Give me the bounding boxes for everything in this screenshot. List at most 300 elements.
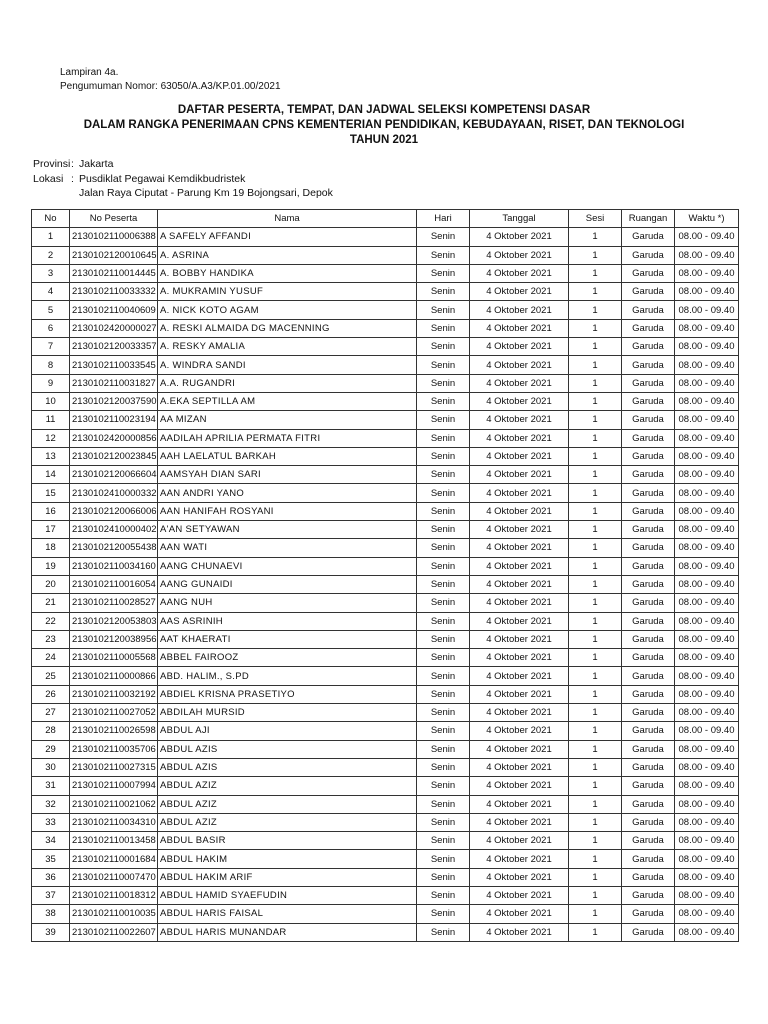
cell-no: 14 [32,466,70,484]
cell-tanggal: 4 Oktober 2021 [470,832,569,850]
cell-no: 13 [32,447,70,465]
cell-sesi: 1 [569,338,622,356]
cell-hari: Senin [417,740,470,758]
cell-no: 4 [32,283,70,301]
cell-no-peserta: 2130102110031827 [70,374,158,392]
cell-hari: Senin [417,649,470,667]
table-row [32,283,739,301]
cell-no-peserta: 2130102110007994 [70,777,158,795]
location-row [33,172,333,187]
cell-ruangan: Garuda [622,319,675,337]
cell-hari: Senin [417,521,470,539]
table-row [32,722,739,740]
cell-nama: AAS ASRINIH [158,612,417,630]
cell-tanggal: 4 Oktober 2021 [470,685,569,703]
cell-ruangan: Garuda [622,392,675,410]
cell-sesi: 1 [569,777,622,795]
cell-sesi: 1 [569,374,622,392]
cell-sesi: 1 [569,246,622,264]
cell-tanggal: 4 Oktober 2021 [470,502,569,520]
cell-sesi: 1 [569,447,622,465]
cell-no-peserta: 2130102110032192 [70,685,158,703]
cell-no-peserta: 2130102110034310 [70,813,158,831]
cell-no: 23 [32,630,70,648]
cell-ruangan: Garuda [622,356,675,374]
cell-no-peserta: 2130102410000332 [70,484,158,502]
cell-nama: ABDUL HARIS FAISAL [158,905,417,923]
cell-waktu: 08.00 - 09.40 [675,319,739,337]
cell-no-peserta: 2130102110035706 [70,740,158,758]
cell-no-peserta: 2130102110016054 [70,575,158,593]
cell-waktu: 08.00 - 09.40 [675,795,739,813]
cell-sesi: 1 [569,740,622,758]
table-row [32,447,739,465]
cell-hari: Senin [417,704,470,722]
cell-tanggal: 4 Oktober 2021 [470,411,569,429]
cell-no: 11 [32,411,70,429]
cell-waktu: 08.00 - 09.40 [675,740,739,758]
cell-no: 27 [32,704,70,722]
cell-ruangan: Garuda [622,521,675,539]
cell-sesi: 1 [569,886,622,904]
cell-no-peserta: 2130102420000027 [70,319,158,337]
cell-no-peserta: 2130102110026598 [70,722,158,740]
table-row [32,392,739,410]
cell-tanggal: 4 Oktober 2021 [470,850,569,868]
cell-no: 1 [32,228,70,246]
table-row [32,832,739,850]
cell-nama: AAT KHAERATI [158,630,417,648]
cell-hari: Senin [417,246,470,264]
cell-no-peserta: 2130102110023194 [70,411,158,429]
cell-sesi: 1 [569,228,622,246]
cell-tanggal: 4 Oktober 2021 [470,704,569,722]
cell-no-peserta: 2130102110013458 [70,832,158,850]
cell-ruangan: Garuda [622,704,675,722]
cell-no-peserta: 2130102120037590 [70,392,158,410]
cell-hari: Senin [417,594,470,612]
cell-waktu: 08.00 - 09.40 [675,630,739,648]
cell-sesi: 1 [569,594,622,612]
table-row [32,868,739,886]
cell-no-peserta: 2130102110018312 [70,886,158,904]
cell-ruangan: Garuda [622,301,675,319]
cell-no-peserta: 2130102110007470 [70,868,158,886]
province-label: Provinsi [33,158,71,170]
cell-no: 37 [32,886,70,904]
table-body [32,228,739,942]
location-block [33,157,333,201]
cell-sesi: 1 [569,283,622,301]
table-row [32,264,739,282]
cell-sesi: 1 [569,649,622,667]
cell-waktu: 08.00 - 09.40 [675,502,739,520]
cell-no: 18 [32,539,70,557]
table-row [32,594,739,612]
cell-sesi: 1 [569,813,622,831]
cell-tanggal: 4 Oktober 2021 [470,319,569,337]
cell-ruangan: Garuda [622,850,675,868]
cell-ruangan: Garuda [622,283,675,301]
cell-tanggal: 4 Oktober 2021 [470,905,569,923]
table-row [32,246,739,264]
cell-nama: A. BOBBY HANDIKA [158,264,417,282]
cell-hari: Senin [417,557,470,575]
table-row [32,319,739,337]
cell-nama: A. ASRINA [158,246,417,264]
cell-no-peserta: 2130102110033545 [70,356,158,374]
table-row [32,502,739,520]
cell-hari: Senin [417,228,470,246]
document-reference [60,66,281,94]
cell-sesi: 1 [569,466,622,484]
document-title [0,103,768,148]
cell-hari: Senin [417,374,470,392]
cell-hari: Senin [417,667,470,685]
column-header-no: No [32,210,70,228]
table-row [32,411,739,429]
table-row [32,612,739,630]
column-header-sesi: Sesi [569,210,622,228]
cell-ruangan: Garuda [622,411,675,429]
cell-no: 10 [32,392,70,410]
cell-nama: AADILAH APRILIA PERMATA FITRI [158,429,417,447]
cell-no-peserta: 2130102110014445 [70,264,158,282]
cell-no-peserta: 2130102110034160 [70,557,158,575]
cell-waktu: 08.00 - 09.40 [675,685,739,703]
cell-waktu: 08.00 - 09.40 [675,374,739,392]
cell-no-peserta: 2130102110000866 [70,667,158,685]
cell-ruangan: Garuda [622,447,675,465]
title-line-1: DAFTAR PESERTA, TEMPAT, DAN JADWAL SELEKSI KOMPETENSI DASAR [177,104,591,116]
cell-waktu: 08.00 - 09.40 [675,777,739,795]
cell-nama: ABDUL AZIZ [158,795,417,813]
column-header-no-peserta: No Peserta [70,210,158,228]
cell-sesi: 1 [569,868,622,886]
cell-hari: Senin [417,301,470,319]
cell-sesi: 1 [569,575,622,593]
cell-hari: Senin [417,429,470,447]
table-row [32,740,739,758]
cell-tanggal: 4 Oktober 2021 [470,740,569,758]
cell-waktu: 08.00 - 09.40 [675,356,739,374]
cell-no: 22 [32,612,70,630]
cell-ruangan: Garuda [622,539,675,557]
cell-nama: AAN ANDRI YANO [158,484,417,502]
cell-hari: Senin [417,685,470,703]
cell-waktu: 08.00 - 09.40 [675,758,739,776]
cell-ruangan: Garuda [622,795,675,813]
cell-hari: Senin [417,722,470,740]
cell-nama: A. MUKRAMIN YUSUF [158,283,417,301]
cell-ruangan: Garuda [622,630,675,648]
cell-ruangan: Garuda [622,594,675,612]
cell-hari: Senin [417,392,470,410]
cell-sesi: 1 [569,301,622,319]
cell-no-peserta: 2130102110027315 [70,758,158,776]
cell-sesi: 1 [569,557,622,575]
cell-waktu: 08.00 - 09.40 [675,575,739,593]
table-row [32,850,739,868]
cell-nama: AANG NUH [158,594,417,612]
cell-sesi: 1 [569,832,622,850]
cell-nama: A. NICK KOTO AGAM [158,301,417,319]
table-row [32,374,739,392]
location-separator: : [71,172,74,185]
cell-waktu: 08.00 - 09.40 [675,704,739,722]
cell-tanggal: 4 Oktober 2021 [470,923,569,941]
cell-nama: A'AN SETYAWAN [158,521,417,539]
cell-no: 34 [32,832,70,850]
address-row [33,186,333,201]
cell-no-peserta: 2130102110028527 [70,594,158,612]
cell-tanggal: 4 Oktober 2021 [470,612,569,630]
cell-sesi: 1 [569,539,622,557]
cell-hari: Senin [417,850,470,868]
cell-sesi: 1 [569,630,622,648]
cell-sesi: 1 [569,612,622,630]
cell-ruangan: Garuda [622,832,675,850]
cell-tanggal: 4 Oktober 2021 [470,649,569,667]
cell-tanggal: 4 Oktober 2021 [470,575,569,593]
cell-no: 5 [32,301,70,319]
cell-hari: Senin [417,886,470,904]
column-header-nama: Nama [158,210,417,228]
cell-ruangan: Garuda [622,502,675,520]
cell-waktu: 08.00 - 09.40 [675,886,739,904]
cell-no-peserta: 2130102110033332 [70,283,158,301]
cell-nama: AA MIZAN [158,411,417,429]
cell-hari: Senin [417,411,470,429]
cell-tanggal: 4 Oktober 2021 [470,557,569,575]
cell-no: 3 [32,264,70,282]
cell-waktu: 08.00 - 09.40 [675,338,739,356]
table-row [32,758,739,776]
cell-hari: Senin [417,264,470,282]
cell-nama: ABD. HALIM., S.PD [158,667,417,685]
cell-no-peserta: 2130102110040609 [70,301,158,319]
cell-hari: Senin [417,319,470,337]
cell-no: 9 [32,374,70,392]
announcement-number: Pengumuman Nomor: 63050/A.A3/KP.01.00/2021 [60,81,281,92]
cell-waktu: 08.00 - 09.40 [675,392,739,410]
table-row [32,539,739,557]
cell-waktu: 08.00 - 09.40 [675,301,739,319]
table-row [32,484,739,502]
table-row [32,521,739,539]
province-row [33,157,333,172]
cell-sesi: 1 [569,264,622,282]
cell-ruangan: Garuda [622,886,675,904]
cell-ruangan: Garuda [622,338,675,356]
cell-no-peserta: 2130102410000402 [70,521,158,539]
cell-waktu: 08.00 - 09.40 [675,466,739,484]
cell-tanggal: 4 Oktober 2021 [470,264,569,282]
cell-hari: Senin [417,813,470,831]
cell-waktu: 08.00 - 09.40 [675,429,739,447]
cell-ruangan: Garuda [622,429,675,447]
cell-nama: ABDUL AZIS [158,758,417,776]
cell-no: 25 [32,667,70,685]
lampiran-label: Lampiran 4a. [60,67,119,78]
cell-waktu: 08.00 - 09.40 [675,905,739,923]
cell-ruangan: Garuda [622,868,675,886]
cell-hari: Senin [417,923,470,941]
cell-no: 30 [32,758,70,776]
cell-waktu: 08.00 - 09.40 [675,594,739,612]
cell-ruangan: Garuda [622,758,675,776]
cell-no: 29 [32,740,70,758]
column-header-tanggal: Tanggal [470,210,569,228]
cell-nama: ABDUL AZIZ [158,777,417,795]
cell-ruangan: Garuda [622,685,675,703]
cell-ruangan: Garuda [622,246,675,264]
cell-ruangan: Garuda [622,484,675,502]
table-row [32,649,739,667]
cell-hari: Senin [417,484,470,502]
cell-ruangan: Garuda [622,466,675,484]
cell-ruangan: Garuda [622,667,675,685]
cell-waktu: 08.00 - 09.40 [675,850,739,868]
cell-sesi: 1 [569,521,622,539]
cell-ruangan: Garuda [622,228,675,246]
cell-sesi: 1 [569,722,622,740]
cell-no-peserta: 2130102110027052 [70,704,158,722]
cell-waktu: 08.00 - 09.40 [675,557,739,575]
cell-hari: Senin [417,575,470,593]
cell-tanggal: 4 Oktober 2021 [470,667,569,685]
cell-ruangan: Garuda [622,923,675,941]
cell-no: 39 [32,923,70,941]
participant-table [31,209,739,942]
cell-waktu: 08.00 - 09.40 [675,264,739,282]
cell-sesi: 1 [569,429,622,447]
cell-ruangan: Garuda [622,575,675,593]
cell-nama: ABDUL HAKIM [158,850,417,868]
cell-nama: A SAFELY AFFANDI [158,228,417,246]
cell-ruangan: Garuda [622,374,675,392]
cell-nama: A.A. RUGANDRI [158,374,417,392]
table-row [32,886,739,904]
cell-no-peserta: 2130102120023845 [70,447,158,465]
cell-sesi: 1 [569,905,622,923]
table-row [32,704,739,722]
cell-no-peserta: 2130102120038956 [70,630,158,648]
cell-no-peserta: 2130102120053803 [70,612,158,630]
cell-no: 6 [32,319,70,337]
cell-no: 20 [32,575,70,593]
table-row [32,795,739,813]
cell-sesi: 1 [569,502,622,520]
cell-sesi: 1 [569,392,622,410]
cell-sesi: 1 [569,356,622,374]
table-header [32,210,739,228]
cell-nama: AANG GUNAIDI [158,575,417,593]
cell-nama: A. RESKY AMALIA [158,338,417,356]
cell-tanggal: 4 Oktober 2021 [470,777,569,795]
location-label: Lokasi [33,172,64,185]
cell-no: 36 [32,868,70,886]
cell-hari: Senin [417,758,470,776]
cell-nama: ABBEL FAIROOZ [158,649,417,667]
cell-ruangan: Garuda [622,612,675,630]
cell-tanggal: 4 Oktober 2021 [470,301,569,319]
cell-tanggal: 4 Oktober 2021 [470,228,569,246]
cell-waktu: 08.00 - 09.40 [675,411,739,429]
cell-tanggal: 4 Oktober 2021 [470,886,569,904]
cell-waktu: 08.00 - 09.40 [675,813,739,831]
table-row [32,777,739,795]
column-header-ruangan: Ruangan [622,210,675,228]
cell-sesi: 1 [569,795,622,813]
cell-tanggal: 4 Oktober 2021 [470,392,569,410]
cell-nama: ABDUL AZIS [158,740,417,758]
cell-hari: Senin [417,466,470,484]
cell-no-peserta: 2130102110010035 [70,905,158,923]
cell-nama: ABDUL BASIR [158,832,417,850]
cell-nama: ABDUL HARIS MUNANDAR [158,923,417,941]
cell-no-peserta: 2130102120066006 [70,502,158,520]
cell-nama: A. RESKI ALMAIDA DG MACENNING [158,319,417,337]
table-row [32,923,739,941]
cell-no: 38 [32,905,70,923]
cell-tanggal: 4 Oktober 2021 [470,868,569,886]
cell-tanggal: 4 Oktober 2021 [470,429,569,447]
cell-hari: Senin [417,612,470,630]
cell-waktu: 08.00 - 09.40 [675,228,739,246]
cell-no: 21 [32,594,70,612]
cell-no: 35 [32,850,70,868]
cell-ruangan: Garuda [622,740,675,758]
cell-hari: Senin [417,630,470,648]
cell-tanggal: 4 Oktober 2021 [470,447,569,465]
table-row [32,338,739,356]
cell-waktu: 08.00 - 09.40 [675,722,739,740]
cell-hari: Senin [417,447,470,465]
cell-waktu: 08.00 - 09.40 [675,923,739,941]
table-row [32,301,739,319]
cell-sesi: 1 [569,319,622,337]
table-row [32,466,739,484]
cell-nama: AAN HANIFAH ROSYANI [158,502,417,520]
cell-nama: ABDUL AZIZ [158,813,417,831]
cell-nama: AAH LAELATUL BARKAH [158,447,417,465]
cell-ruangan: Garuda [622,264,675,282]
cell-nama: AAN WATI [158,539,417,557]
cell-ruangan: Garuda [622,905,675,923]
cell-no: 12 [32,429,70,447]
table-row [32,667,739,685]
cell-tanggal: 4 Oktober 2021 [470,521,569,539]
cell-tanggal: 4 Oktober 2021 [470,630,569,648]
cell-hari: Senin [417,832,470,850]
cell-no-peserta: 2130102110022607 [70,923,158,941]
cell-hari: Senin [417,777,470,795]
cell-no: 7 [32,338,70,356]
table-row [32,685,739,703]
cell-nama: ABDUL AJI [158,722,417,740]
title-line-3: TAHUN 2021 [349,134,419,146]
table-row [32,557,739,575]
cell-no-peserta: 2130102110001684 [70,850,158,868]
cell-tanggal: 4 Oktober 2021 [470,722,569,740]
table-row [32,905,739,923]
table-row [32,429,739,447]
cell-waktu: 08.00 - 09.40 [675,612,739,630]
cell-nama: ABDIEL KRISNA PRASETIYO [158,685,417,703]
cell-nama: A. WINDRA SANDI [158,356,417,374]
cell-tanggal: 4 Oktober 2021 [470,539,569,557]
